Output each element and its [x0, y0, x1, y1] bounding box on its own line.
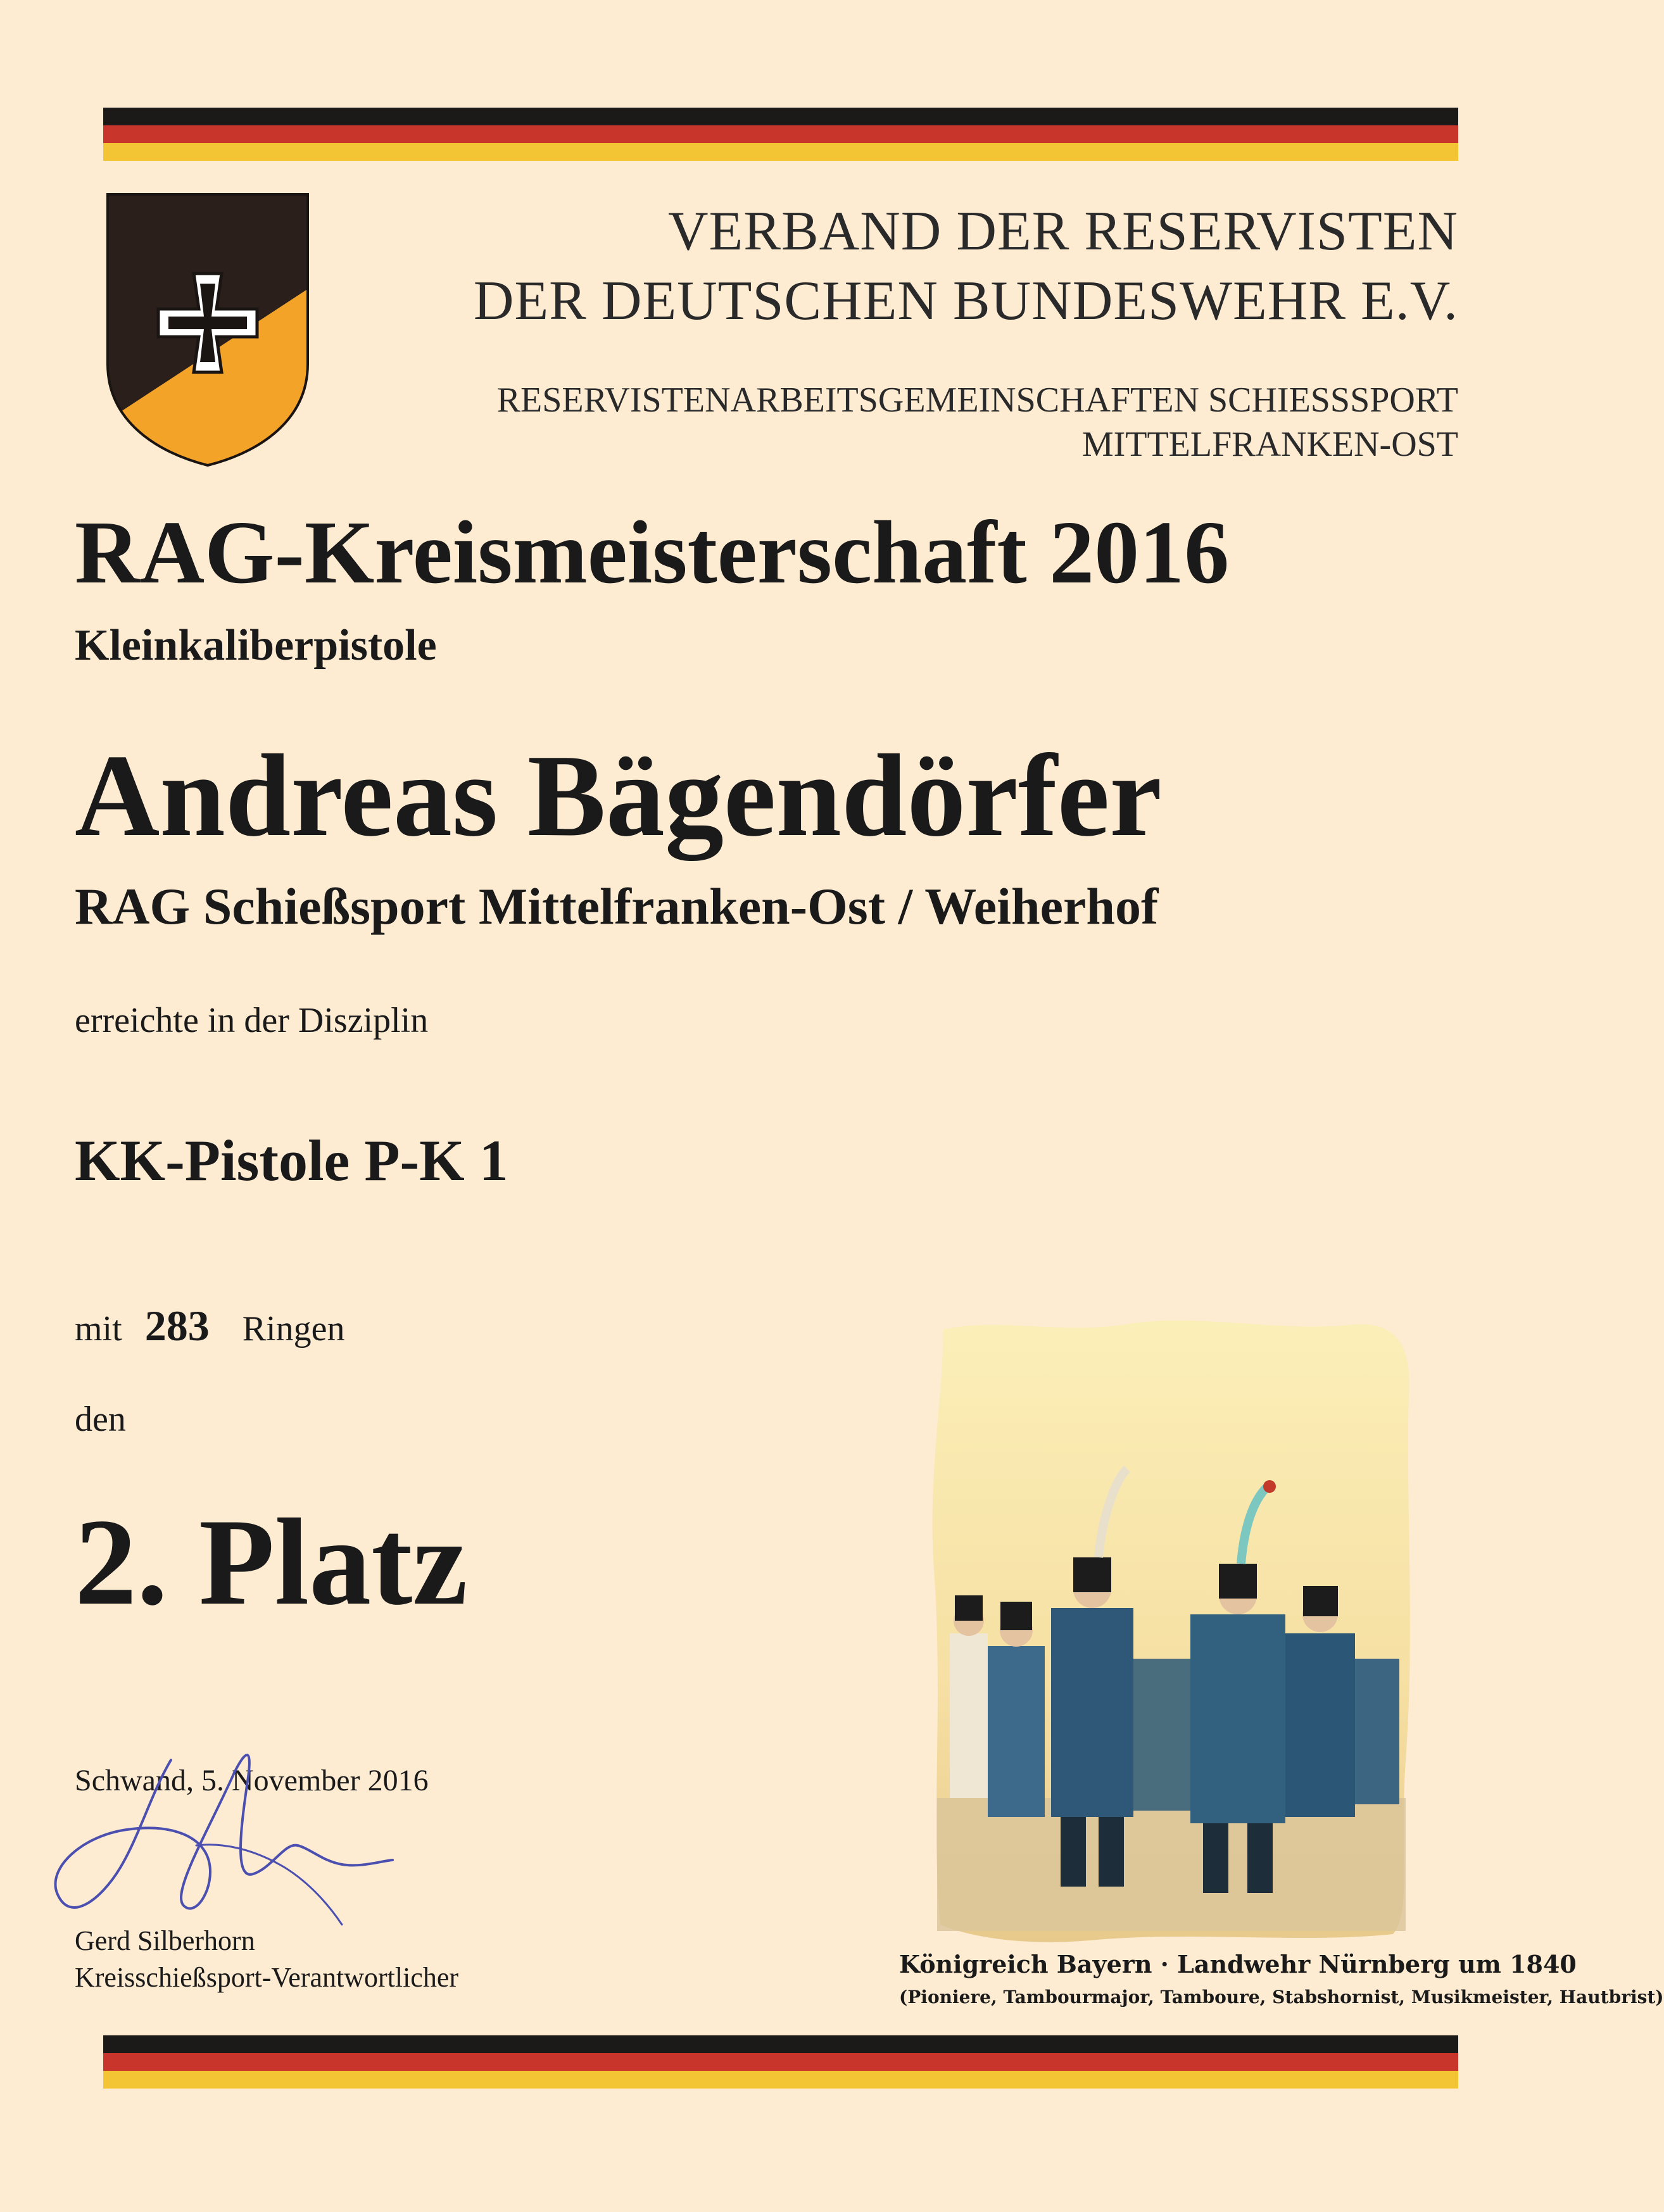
- org-name-line2: DER DEUTSCHEN BUNDESWEHR E.V.: [473, 270, 1458, 332]
- signer-role: Kreisschießsport-Verantwortlicher: [75, 1962, 459, 1993]
- certificate-subtitle: Kleinkaliberpistole: [75, 621, 437, 670]
- placement: 2. Platz: [75, 1493, 468, 1631]
- certificate-title: RAG-Kreismeisterschaft 2016: [75, 502, 1230, 602]
- iron-cross-shield-icon: [106, 193, 309, 467]
- signer-name: Gerd Silberhorn: [75, 1925, 255, 1956]
- illustration-caption-title: Königreich Bayern · Landwehr Nürnberg um 1840: [899, 1950, 1577, 1978]
- flag-stripes-bottom: [103, 2035, 1458, 2089]
- signature-icon: [44, 1735, 399, 1944]
- result-line: [75, 1301, 344, 1351]
- discipline-intro: erreichte in der Disziplin: [75, 1001, 429, 1040]
- result-suffix: Ringen: [242, 1309, 345, 1348]
- flag-stripes-top: [103, 108, 1458, 161]
- org-name-line1: VERBAND DER RESERVISTEN: [668, 201, 1458, 262]
- illustration-caption-subtitle: (Pioniere, Tambourmajor, Tamboure, Stabshornist, Musikmeister, Hautbrist): [899, 1987, 1664, 2008]
- place-prefix: den: [75, 1400, 126, 1439]
- date-line: Schwand, 5. November 2016: [75, 1764, 429, 1797]
- org-sub-line1: RESERVISTENARBEITSGEMEINSCHAFTEN SCHIESSSPORT: [496, 380, 1458, 420]
- org-sub-line2: MITTELFRANKEN-OST: [1081, 425, 1458, 464]
- club-name: RAG Schießsport Mittelfranken-Ost / Weiherhof: [75, 877, 1159, 935]
- historic-soldiers-illustration: [924, 1317, 1418, 1944]
- result-prefix: mit: [75, 1309, 122, 1348]
- recipient-name: Andreas Bägendörfer: [75, 731, 1162, 861]
- discipline-name: KK-Pistole P-K 1: [75, 1128, 508, 1193]
- rings-value: 283: [144, 1302, 210, 1350]
